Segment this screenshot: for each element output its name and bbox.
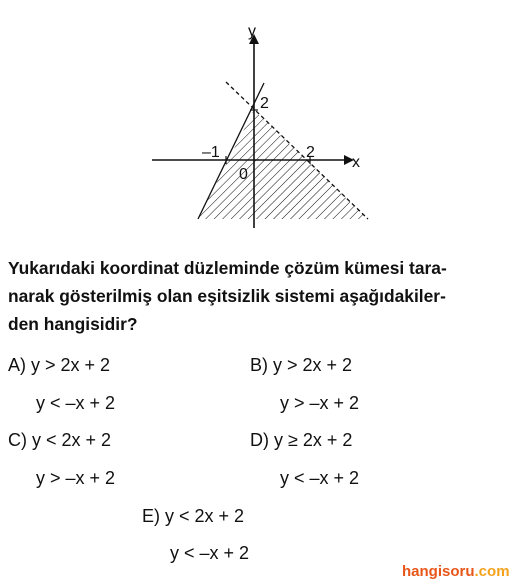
option-d-line-2[interactable]: y < –x + 2 [280,468,360,488]
tick-label-x-2: 2 [306,144,315,161]
y-axis-label: y [248,23,256,40]
option-c-line-2[interactable]: y > –x + 2 [36,468,116,488]
option-b-line-1[interactable]: B) y > 2x + 2 [250,355,353,375]
question-text [8,254,513,338]
solution-region [198,110,368,219]
question-line-1: Yukarıdaki koordinat düzleminde çözüm kümesi tara- [8,258,447,278]
tick-label-y-2: 2 [260,95,269,112]
watermark-domain: .com [474,563,510,580]
option-a-line-2[interactable]: y < –x + 2 [36,393,116,413]
option-d-line-1[interactable]: D) y ≥ 2x + 2 [250,430,353,450]
option-a-line-1[interactable]: A) y > 2x + 2 [8,355,111,375]
question-line-2: narak gösterilmiş olan eşitsizlik sistemi aşağıdakiler- [8,286,446,306]
site-watermark [402,562,510,582]
coordinate-graph [0,0,524,250]
tick-label-x-neg1: –1 [202,144,220,161]
option-e-line-2[interactable]: y < –x + 2 [170,543,250,563]
origin-label: 0 [239,166,248,183]
option-e-line-1[interactable]: E) y < 2x + 2 [142,506,245,526]
watermark-name: hangisoru [402,563,475,580]
option-c-line-1[interactable]: C) y < 2x + 2 [8,430,112,450]
x-axis-label: x [352,154,360,171]
question-line-3: den hangisidir? [8,314,138,334]
option-b-line-2[interactable]: y > –x + 2 [280,393,360,413]
